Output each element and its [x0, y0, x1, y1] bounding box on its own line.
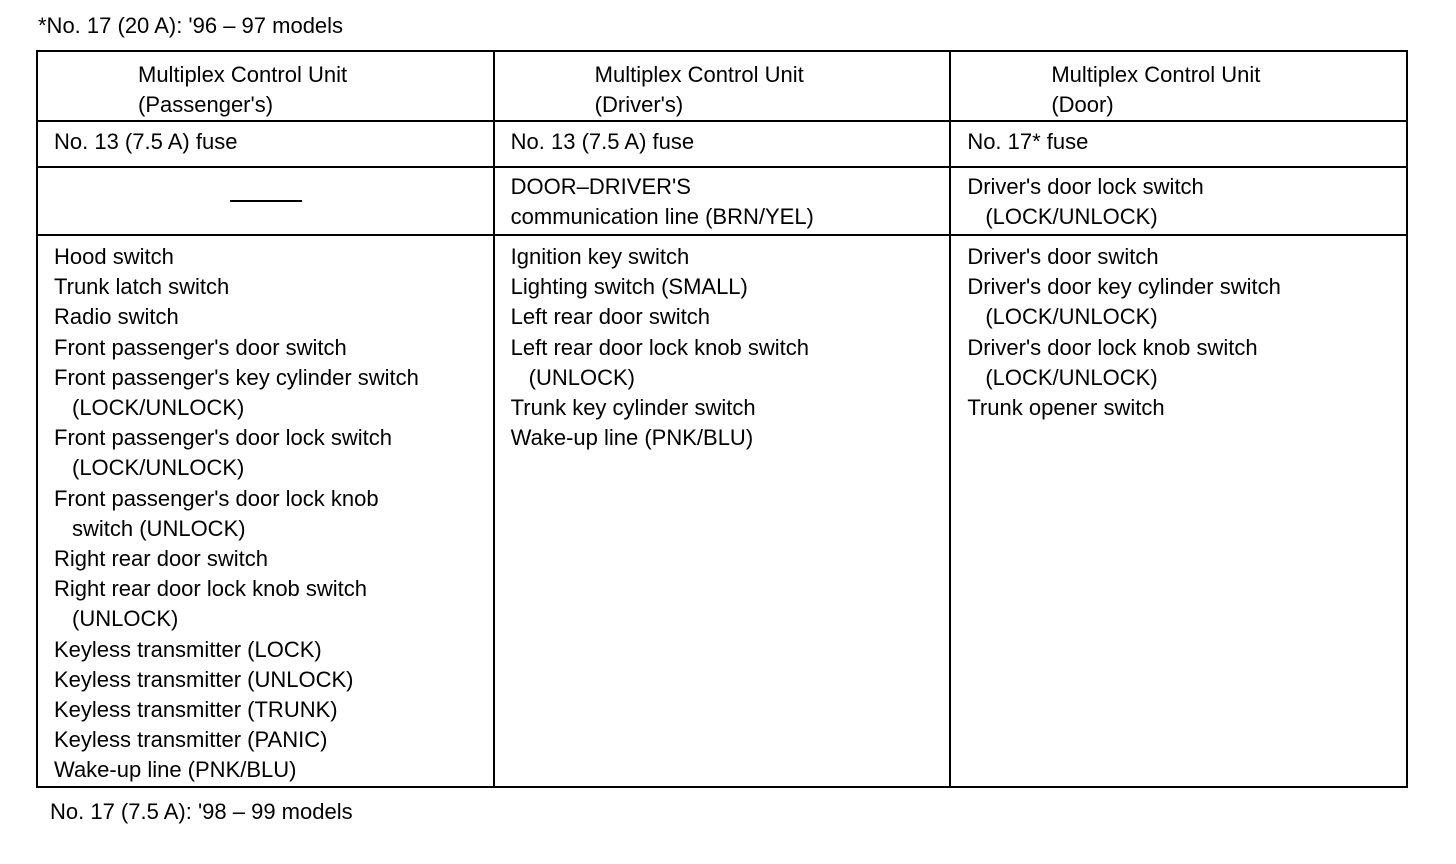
header-subtitle: (Passenger's) — [138, 92, 274, 117]
communication-line: (LOCK/UNLOCK) — [985, 204, 1158, 229]
input-list — [951, 236, 1406, 423]
multiplex-input-table — [36, 50, 1408, 788]
list-item: Driver's door key cylinder switch — [967, 274, 1281, 300]
header-door — [950, 51, 1407, 121]
fuse-row — [37, 121, 1407, 167]
communication-line: Driver's door lock switch — [967, 174, 1204, 199]
list-item: Front passenger's door lock switch — [54, 425, 393, 451]
list-item: (LOCK/UNLOCK) — [985, 364, 1158, 390]
header-title: Multiplex Control Unit — [594, 62, 804, 87]
input-list — [38, 236, 493, 786]
list-item: Right rear door lock knob switch — [54, 576, 368, 602]
header-title: Multiplex Control Unit — [1051, 62, 1261, 87]
list-item: Wake-up line (PNK/BLU) — [54, 757, 297, 783]
list-item: Keyless transmitter (PANIC) — [54, 727, 328, 753]
communication-door — [950, 167, 1407, 235]
list-item: Driver's door switch — [967, 244, 1159, 269]
communication-row — [37, 167, 1407, 235]
communication-line: communication line (BRN/YEL) — [510, 204, 814, 229]
list-item: Driver's door lock knob switch — [967, 334, 1258, 360]
footnote-bottom: No. 17 (7.5 A): '98 – 99 models — [50, 799, 353, 824]
list-item: (LOCK/UNLOCK) — [985, 304, 1158, 330]
list-item: Left rear door lock knob switch — [510, 334, 810, 360]
list-item: (UNLOCK) — [72, 606, 179, 632]
list-item: Lighting switch (SMALL) — [510, 274, 748, 300]
header-subtitle: (Door) — [1051, 92, 1114, 117]
list-item: Front passenger's key cylinder switch — [54, 364, 419, 390]
header-passenger — [37, 51, 494, 121]
inputs-driver — [494, 235, 951, 787]
communication-line: DOOR–DRIVER'S — [510, 174, 691, 199]
input-list — [495, 236, 950, 453]
inputs-passenger — [37, 235, 494, 787]
list-item: Trunk key cylinder switch — [510, 395, 756, 421]
communication-driver — [494, 167, 951, 235]
list-item: Keyless transmitter (TRUNK) — [54, 697, 338, 723]
header-subtitle: (Driver's) — [594, 92, 684, 117]
list-item: Right rear door switch — [54, 546, 268, 572]
header-row — [37, 51, 1407, 121]
communication-passenger — [37, 167, 494, 235]
list-item: Front passenger's door lock knob — [54, 485, 379, 511]
fuse-door: No. 17* fuse — [950, 121, 1407, 167]
header-title: Multiplex Control Unit — [138, 62, 348, 87]
list-item: Radio switch — [54, 304, 179, 330]
list-item: switch (UNLOCK) — [72, 515, 246, 541]
list-item: Left rear door switch — [510, 304, 710, 330]
header-driver — [494, 51, 951, 121]
list-item: Keyless transmitter (UNLOCK) — [54, 666, 354, 692]
inputs-row — [37, 235, 1407, 787]
inputs-door — [950, 235, 1407, 787]
list-item: Keyless transmitter (LOCK) — [54, 636, 322, 662]
footnote-top: *No. 17 (20 A): '96 – 97 models — [38, 13, 344, 38]
fuse-passenger: No. 13 (7.5 A) fuse — [37, 121, 494, 167]
fuse-driver: No. 13 (7.5 A) fuse — [494, 121, 951, 167]
dash-divider — [230, 200, 302, 202]
list-item: Trunk opener switch — [967, 395, 1165, 421]
list-item: Wake-up line (PNK/BLU) — [510, 425, 754, 451]
list-item: (LOCK/UNLOCK) — [72, 395, 245, 421]
list-item: Front passenger's door switch — [54, 334, 347, 360]
list-item: (LOCK/UNLOCK) — [72, 455, 245, 481]
list-item: (UNLOCK) — [528, 364, 635, 390]
list-item: Trunk latch switch — [54, 274, 230, 300]
list-item: Ignition key switch — [510, 244, 690, 269]
list-item: Hood switch — [54, 244, 174, 269]
